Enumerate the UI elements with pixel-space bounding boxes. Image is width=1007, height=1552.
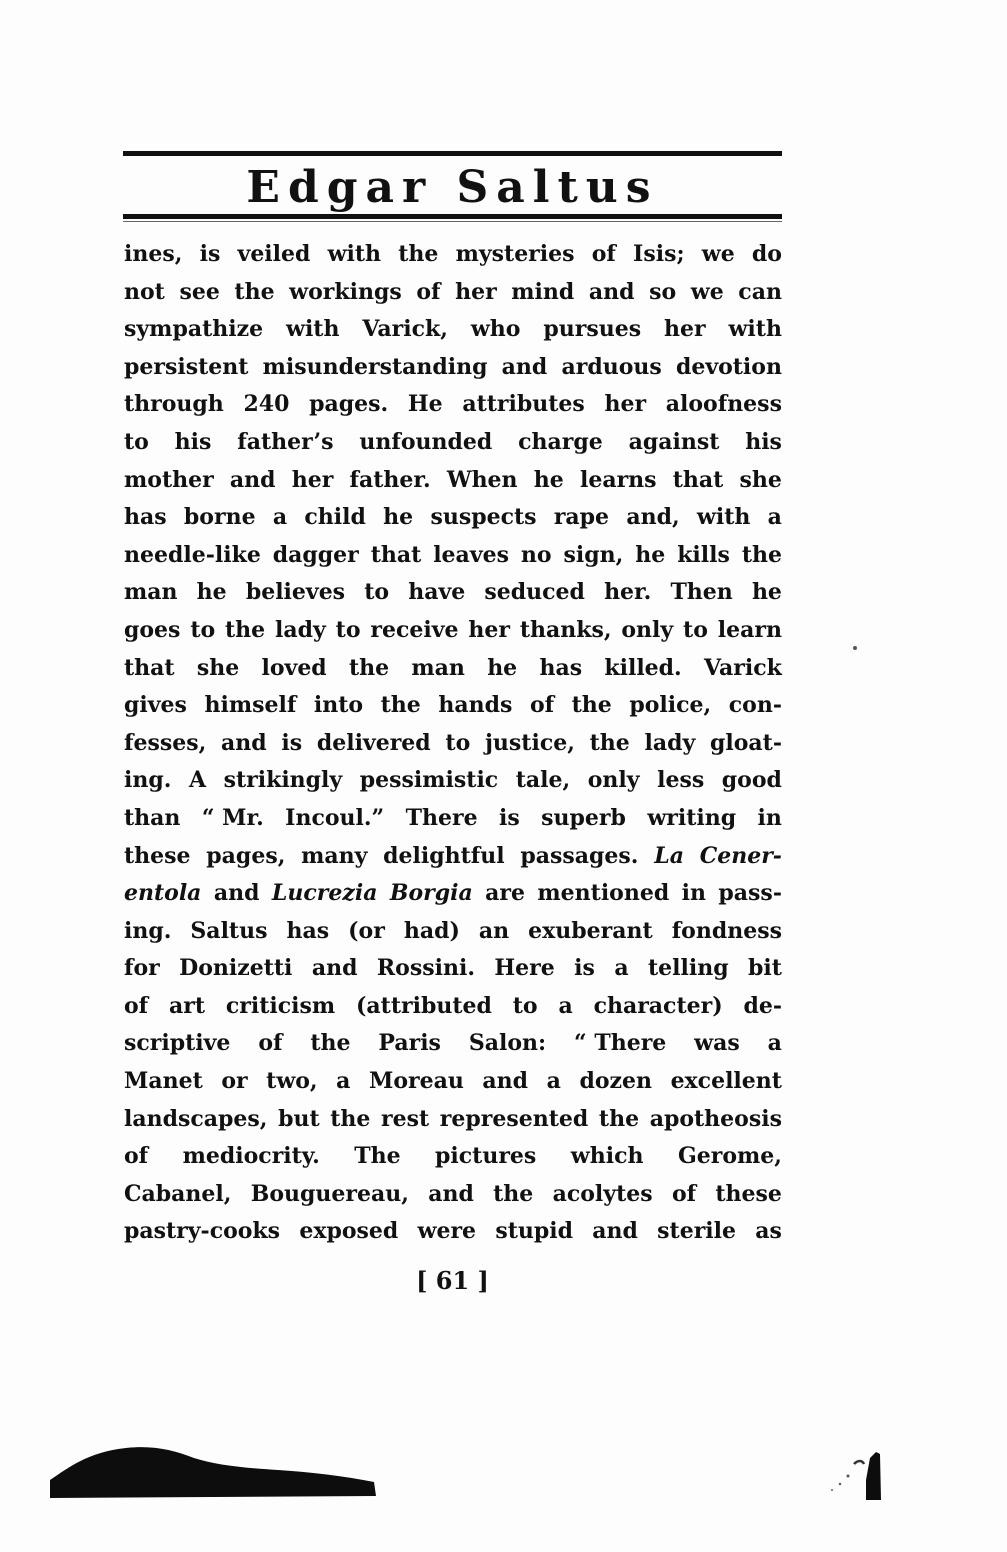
word: The bbox=[354, 1143, 401, 1170]
word: these bbox=[715, 1180, 782, 1207]
word: Cener- bbox=[699, 842, 782, 869]
word: kills bbox=[677, 541, 730, 568]
text-line bbox=[124, 725, 782, 763]
word: good bbox=[721, 767, 782, 794]
word: that bbox=[370, 541, 422, 568]
word: superb bbox=[541, 804, 626, 831]
word: killed. bbox=[604, 654, 682, 681]
word: receive bbox=[370, 616, 459, 643]
word: rape bbox=[553, 504, 610, 531]
text-line bbox=[124, 988, 782, 1026]
word: dozen bbox=[579, 1068, 652, 1095]
word: needle-like bbox=[124, 541, 261, 568]
word: mind bbox=[511, 278, 575, 305]
word: learn bbox=[717, 616, 782, 643]
word: the bbox=[398, 241, 439, 267]
word: and bbox=[311, 955, 358, 982]
word: Manet bbox=[124, 1068, 203, 1095]
word: Then bbox=[670, 579, 733, 606]
word: sympathize bbox=[124, 316, 264, 343]
word: has bbox=[124, 504, 167, 531]
word: attributes bbox=[462, 391, 585, 418]
word: “ Mr. bbox=[201, 804, 264, 831]
text-line bbox=[124, 612, 782, 650]
word: he bbox=[383, 504, 414, 531]
word: but bbox=[278, 1105, 320, 1132]
word: a bbox=[767, 504, 782, 531]
word: her bbox=[455, 278, 497, 305]
word: that bbox=[124, 654, 175, 681]
word: for bbox=[124, 955, 160, 982]
word: with bbox=[728, 316, 782, 343]
page-number: [ 61 ] bbox=[416, 1266, 489, 1295]
word: she bbox=[739, 466, 782, 493]
word: was bbox=[694, 1030, 740, 1057]
word: with bbox=[327, 241, 382, 267]
word: Moreau bbox=[368, 1068, 464, 1095]
word: her bbox=[604, 391, 647, 418]
word: fesses, bbox=[124, 729, 207, 756]
word: suspects bbox=[430, 504, 537, 531]
word: he bbox=[487, 654, 518, 681]
word: exuberant bbox=[528, 917, 653, 944]
text-line bbox=[124, 274, 782, 312]
word: her bbox=[291, 466, 334, 493]
word: do bbox=[751, 241, 782, 267]
word: man bbox=[124, 579, 178, 606]
header-rule-thin bbox=[123, 221, 782, 222]
word: sterile bbox=[657, 1218, 737, 1245]
word: apotheosis bbox=[649, 1105, 782, 1132]
word: believes bbox=[245, 579, 346, 606]
word: a bbox=[614, 955, 629, 982]
word: delightful bbox=[383, 842, 505, 869]
word: scriptive bbox=[124, 1030, 231, 1057]
word: acolytes bbox=[552, 1180, 653, 1207]
word: entola bbox=[124, 880, 202, 907]
word: of bbox=[671, 1180, 697, 1207]
body-text bbox=[124, 236, 782, 1251]
word: dagger bbox=[272, 541, 359, 568]
word: mediocrity. bbox=[182, 1143, 320, 1170]
word: he bbox=[751, 579, 782, 606]
word: to bbox=[364, 579, 390, 606]
word: an bbox=[478, 917, 510, 944]
word: Isis; bbox=[633, 241, 685, 267]
word: against bbox=[628, 428, 720, 455]
word: Salon: bbox=[468, 1030, 547, 1057]
word: writing bbox=[647, 804, 737, 831]
text-line bbox=[124, 349, 782, 387]
word: hands bbox=[438, 692, 513, 719]
ink-stain-bottom-left bbox=[48, 1438, 378, 1500]
text-line bbox=[124, 950, 782, 988]
ink-mark-bottom-right bbox=[826, 1450, 886, 1502]
word: rest bbox=[381, 1105, 430, 1132]
word: two, bbox=[266, 1068, 318, 1095]
word: many bbox=[301, 842, 368, 869]
word: pages. bbox=[309, 391, 389, 418]
word: only bbox=[621, 616, 674, 643]
word: represented bbox=[439, 1105, 589, 1132]
word: mother bbox=[124, 466, 214, 493]
word: through bbox=[124, 391, 224, 418]
word: Saltus bbox=[190, 917, 268, 944]
word: his bbox=[745, 428, 782, 455]
word: a bbox=[546, 1068, 561, 1095]
word: and bbox=[428, 1180, 474, 1207]
word: her. bbox=[604, 579, 652, 606]
word: ines, bbox=[124, 241, 183, 267]
word: is bbox=[281, 729, 303, 756]
text-line bbox=[124, 574, 782, 612]
word: pastry-cooks bbox=[124, 1218, 281, 1245]
text-line bbox=[124, 1138, 782, 1176]
text-line bbox=[124, 762, 782, 800]
word: workings bbox=[289, 278, 402, 305]
text-line bbox=[124, 913, 782, 951]
word: he bbox=[533, 466, 564, 493]
word: fondness bbox=[671, 917, 782, 944]
word: see bbox=[179, 278, 220, 305]
text-line bbox=[124, 311, 782, 349]
word: seduced bbox=[484, 579, 585, 606]
text-line bbox=[124, 1025, 782, 1063]
word: bit bbox=[748, 955, 782, 982]
word: criticism bbox=[225, 992, 336, 1019]
text-line bbox=[124, 386, 782, 424]
word: that bbox=[672, 466, 724, 493]
word: a bbox=[336, 1068, 351, 1095]
text-line bbox=[124, 462, 782, 500]
word: Bouguereau, bbox=[250, 1180, 409, 1207]
word: Here bbox=[494, 955, 555, 982]
word: Varick bbox=[703, 654, 782, 681]
header-rule-top bbox=[123, 151, 782, 156]
word: she bbox=[196, 654, 240, 681]
word: the bbox=[348, 654, 390, 681]
word: passages. bbox=[520, 842, 639, 869]
word: the bbox=[741, 541, 782, 568]
word: father’s bbox=[237, 428, 334, 455]
word: stupid bbox=[495, 1218, 573, 1245]
word: delivered bbox=[316, 729, 431, 756]
word: to bbox=[190, 616, 216, 643]
text-line bbox=[124, 838, 782, 876]
word: There bbox=[405, 804, 478, 831]
word: and, bbox=[626, 504, 680, 531]
word: the bbox=[225, 616, 266, 643]
word: exposed bbox=[299, 1218, 399, 1245]
word: so bbox=[649, 278, 677, 305]
text-line bbox=[124, 1101, 782, 1139]
word: aloofness bbox=[665, 391, 782, 418]
word: La bbox=[654, 842, 684, 869]
word: Donizetti bbox=[179, 955, 293, 982]
word: He bbox=[407, 391, 443, 418]
word: goes bbox=[124, 616, 181, 643]
word: pass- bbox=[718, 880, 782, 907]
word: of bbox=[258, 1030, 283, 1057]
word: arduous bbox=[561, 353, 662, 380]
word: thanks, bbox=[519, 616, 612, 643]
word: Rossini. bbox=[376, 955, 475, 982]
word: Paris bbox=[378, 1030, 441, 1057]
word: “ There bbox=[574, 1030, 667, 1057]
word: the bbox=[598, 1105, 640, 1132]
word: telling bbox=[648, 955, 729, 982]
word: and bbox=[213, 880, 260, 907]
word: have bbox=[408, 579, 466, 606]
word: tale, bbox=[515, 767, 571, 794]
word: and bbox=[482, 1068, 529, 1095]
word: and bbox=[592, 1218, 638, 1245]
word: is bbox=[499, 804, 520, 831]
text-line bbox=[124, 424, 782, 462]
running-head: Edgar Saltus bbox=[246, 162, 659, 213]
word: character) bbox=[593, 992, 723, 1019]
word: the bbox=[589, 729, 630, 756]
word: to bbox=[683, 616, 708, 643]
word: he bbox=[635, 541, 666, 568]
word: his bbox=[174, 428, 212, 455]
text-line bbox=[124, 1176, 782, 1214]
word: were bbox=[417, 1218, 477, 1245]
word: the bbox=[493, 1180, 534, 1207]
word: gloat- bbox=[709, 729, 782, 756]
word: to bbox=[512, 992, 538, 1019]
word: father. bbox=[349, 466, 431, 493]
word: pessimistic bbox=[359, 767, 499, 794]
word: is bbox=[574, 955, 595, 982]
text-line bbox=[124, 875, 782, 913]
word: we bbox=[690, 278, 724, 305]
word: her bbox=[468, 616, 510, 643]
word: lady bbox=[275, 616, 326, 643]
text-line bbox=[124, 800, 782, 838]
word: these bbox=[124, 842, 191, 869]
word: of bbox=[124, 1143, 149, 1170]
word: the bbox=[571, 692, 612, 719]
word: learns bbox=[579, 466, 657, 493]
word: 240 bbox=[243, 391, 290, 418]
word: Cabanel, bbox=[124, 1180, 232, 1207]
word: we bbox=[701, 241, 735, 267]
word: than bbox=[124, 804, 181, 831]
word: the bbox=[310, 1030, 351, 1057]
word: are bbox=[485, 880, 525, 907]
word: he bbox=[196, 579, 227, 606]
word: (attributed bbox=[356, 992, 492, 1019]
word: in bbox=[681, 880, 706, 907]
word: Varick, bbox=[362, 316, 448, 343]
word: strikingly bbox=[223, 767, 343, 794]
word: has bbox=[539, 654, 583, 681]
word: not bbox=[124, 278, 165, 305]
word: and bbox=[221, 729, 267, 756]
word: art bbox=[169, 992, 206, 1019]
word: devotion bbox=[675, 353, 782, 380]
word: justice, bbox=[484, 729, 575, 756]
word: borne bbox=[183, 504, 256, 531]
word: police, bbox=[629, 692, 712, 719]
word: lady bbox=[644, 729, 696, 756]
word: and bbox=[588, 278, 635, 305]
word: ing. bbox=[124, 767, 172, 794]
word: as bbox=[755, 1218, 782, 1245]
word: landscapes, bbox=[124, 1105, 268, 1132]
word: of bbox=[529, 692, 555, 719]
word: charge bbox=[518, 428, 603, 455]
word: Gerome, bbox=[677, 1143, 782, 1170]
word: (or bbox=[348, 917, 385, 944]
word: to bbox=[335, 616, 361, 643]
text-line bbox=[124, 687, 782, 725]
word: ing. bbox=[124, 917, 172, 944]
word: to bbox=[124, 428, 149, 455]
word: to bbox=[445, 729, 471, 756]
word: child bbox=[304, 504, 366, 531]
word: had) bbox=[403, 917, 460, 944]
word: of bbox=[416, 278, 441, 305]
word: less bbox=[657, 767, 705, 794]
word: who bbox=[470, 316, 521, 343]
word: or bbox=[221, 1068, 248, 1095]
word: and bbox=[229, 466, 276, 493]
word: Lucrezia bbox=[271, 880, 378, 907]
word: himself bbox=[204, 692, 297, 719]
word: man bbox=[411, 654, 465, 681]
word: pages, bbox=[206, 842, 286, 869]
word: sign, bbox=[563, 541, 624, 568]
word: the bbox=[330, 1105, 371, 1132]
word: with bbox=[286, 316, 340, 343]
word: a bbox=[767, 1030, 782, 1057]
word: her bbox=[663, 316, 706, 343]
word: persistent bbox=[124, 353, 249, 380]
word: of bbox=[591, 241, 616, 267]
word: Borgia bbox=[389, 880, 473, 907]
word: only bbox=[587, 767, 640, 794]
text-line bbox=[124, 1213, 782, 1251]
word: a bbox=[272, 504, 288, 531]
word: has bbox=[286, 917, 330, 944]
header-rule-bottom bbox=[123, 214, 782, 219]
word: de- bbox=[743, 992, 782, 1019]
ink-speck bbox=[853, 646, 857, 650]
word: in bbox=[757, 804, 782, 831]
text-line bbox=[124, 236, 782, 274]
word: which bbox=[570, 1143, 644, 1170]
word: leaves bbox=[433, 541, 509, 568]
text-line bbox=[124, 499, 782, 537]
word: a bbox=[558, 992, 573, 1019]
text-line bbox=[124, 1063, 782, 1101]
word: con- bbox=[728, 692, 782, 719]
word: the bbox=[380, 692, 421, 719]
word: pictures bbox=[435, 1143, 537, 1170]
word: mysteries bbox=[455, 241, 575, 267]
word: no bbox=[520, 541, 552, 568]
word: gives bbox=[124, 692, 187, 719]
word: of bbox=[124, 992, 149, 1019]
word: unfounded bbox=[359, 428, 493, 455]
word: with bbox=[696, 504, 751, 531]
word: pursues bbox=[543, 316, 642, 343]
word: and bbox=[501, 353, 548, 380]
text-line bbox=[124, 537, 782, 575]
word: When bbox=[446, 466, 518, 493]
word: into bbox=[313, 692, 364, 719]
word: Incoul.” bbox=[285, 804, 385, 831]
word: the bbox=[234, 278, 275, 305]
word: loved bbox=[261, 654, 327, 681]
word: A bbox=[188, 767, 207, 794]
word: veiled bbox=[237, 241, 311, 267]
word: mentioned bbox=[537, 880, 670, 907]
text-line bbox=[124, 650, 782, 688]
word: can bbox=[738, 278, 782, 305]
word: excellent bbox=[670, 1068, 782, 1095]
word: misunderstanding bbox=[262, 353, 488, 380]
word: is bbox=[199, 241, 221, 267]
